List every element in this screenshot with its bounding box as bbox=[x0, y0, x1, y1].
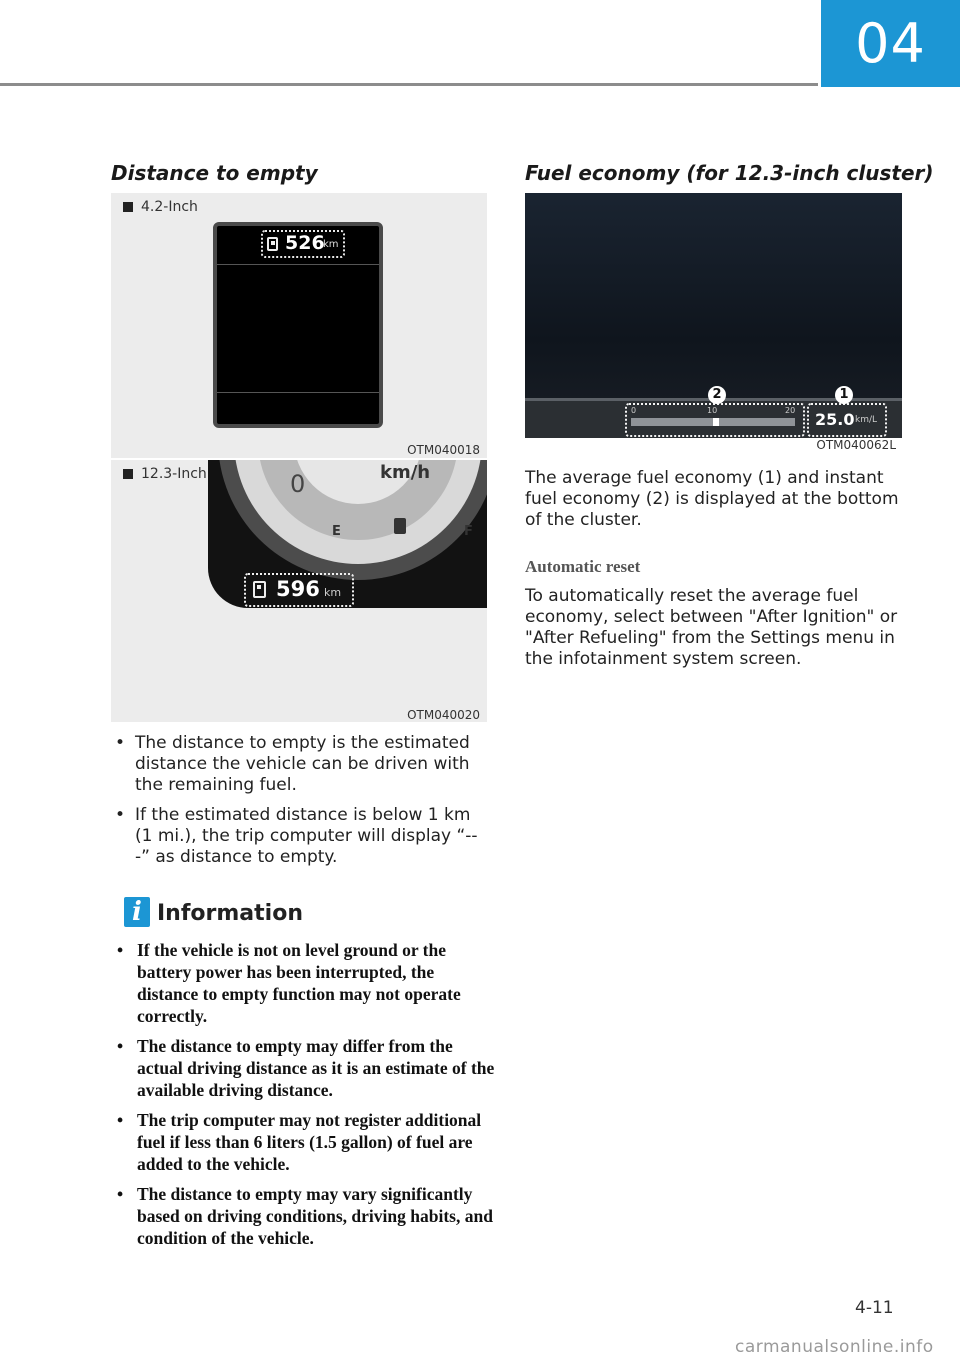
figure-label: 12.3-Inch bbox=[123, 466, 207, 482]
bullet-list bbox=[111, 733, 491, 877]
list-item: • The distance to empty may vary significantly based on driving conditions, driving habits, and condition of the vehicle. bbox=[111, 1183, 496, 1249]
list-item: • If the estimated distance is below 1 km (1 mi.), the trip computer will display “---” as distance to empty. bbox=[111, 805, 491, 868]
automatic-reset-paragraph: To automatically reset the average fuel economy, select between "After Ignition" or "After Refueling" from the Settings menu in the infotainment system screen. bbox=[525, 586, 898, 669]
figure-12-3-inch bbox=[111, 460, 487, 722]
list-item: • The distance to empty is the estimated distance the vehicle can be driven with the remaining fuel. bbox=[111, 733, 491, 796]
figure-4-2-inch bbox=[111, 193, 487, 458]
figure-fuel-economy bbox=[525, 193, 902, 453]
information-icon: i bbox=[124, 897, 150, 927]
distance-unit: km bbox=[324, 586, 342, 599]
distance-value: 596 bbox=[276, 577, 320, 601]
fuel-pump-icon bbox=[267, 237, 278, 251]
scale-tick: 10 bbox=[707, 406, 718, 415]
page-number: 4-11 bbox=[855, 1298, 894, 1318]
square-bullet-icon bbox=[123, 202, 133, 212]
distance-value: 526 bbox=[285, 232, 325, 254]
information-list bbox=[111, 939, 496, 1257]
list-item: • The distance to empty may differ from the actual driving distance as it is an estimate of the available driving distance. bbox=[111, 1035, 496, 1101]
speed-value: 0 bbox=[290, 470, 306, 498]
header-rule bbox=[0, 83, 818, 86]
cluster-screen-12-3 bbox=[208, 460, 487, 608]
gauge-full-label: F bbox=[464, 524, 473, 539]
figure-code: OTM040020 bbox=[407, 708, 480, 722]
information-heading: Information bbox=[157, 901, 303, 926]
instant-fuel-economy-box bbox=[625, 403, 805, 437]
distance-display bbox=[244, 573, 354, 607]
average-fuel-unit: km/L bbox=[855, 415, 878, 425]
speed-unit: km/h bbox=[380, 462, 431, 483]
square-bullet-icon bbox=[123, 469, 133, 479]
callout-2: 2 bbox=[708, 386, 726, 404]
gauge-empty-label: E bbox=[332, 524, 341, 539]
cluster-screen-fuel bbox=[525, 193, 902, 438]
screen-divider bbox=[217, 264, 379, 265]
fuel-pump-icon bbox=[253, 581, 266, 598]
list-item: • If the vehicle is not on level ground or the battery power has been interrupted, the distance to empty function may not operate correctly. bbox=[111, 939, 496, 1027]
average-fuel-value: 25.0 bbox=[815, 410, 855, 429]
list-item: • The trip computer may not register additional fuel if less than 6 liters (1.5 gallon) of fuel are added to the vehicle. bbox=[111, 1109, 496, 1175]
distance-unit: km bbox=[323, 239, 339, 250]
figure-label: 4.2-Inch bbox=[123, 199, 198, 215]
figure-code: OTM040018 bbox=[407, 443, 480, 457]
cluster-screen-4-2 bbox=[213, 222, 383, 428]
section-title-distance: Distance to empty bbox=[111, 161, 318, 185]
scale-tick: 20 bbox=[785, 406, 796, 415]
callout-1: 1 bbox=[835, 386, 853, 404]
watermark: carmanualsonline.info bbox=[735, 1337, 934, 1357]
average-fuel-economy-box bbox=[807, 403, 887, 437]
section-title-fuel-economy: Fuel economy (for 12.3-inch cluster) bbox=[525, 161, 934, 185]
fuel-economy-paragraph: The average fuel economy (1) and instant fuel economy (2) is displayed at the bottom of the cluster. bbox=[525, 468, 899, 530]
scale-tick: 0 bbox=[631, 406, 637, 415]
fuel-gauge-icon bbox=[394, 518, 406, 534]
automatic-reset-heading: Automatic reset bbox=[525, 557, 641, 576]
distance-display bbox=[261, 230, 345, 258]
chapter-tab: 04 bbox=[821, 0, 960, 87]
figure-code: OTM040062L bbox=[816, 438, 896, 452]
instant-fuel-marker bbox=[713, 418, 719, 426]
screen-divider bbox=[217, 392, 379, 393]
